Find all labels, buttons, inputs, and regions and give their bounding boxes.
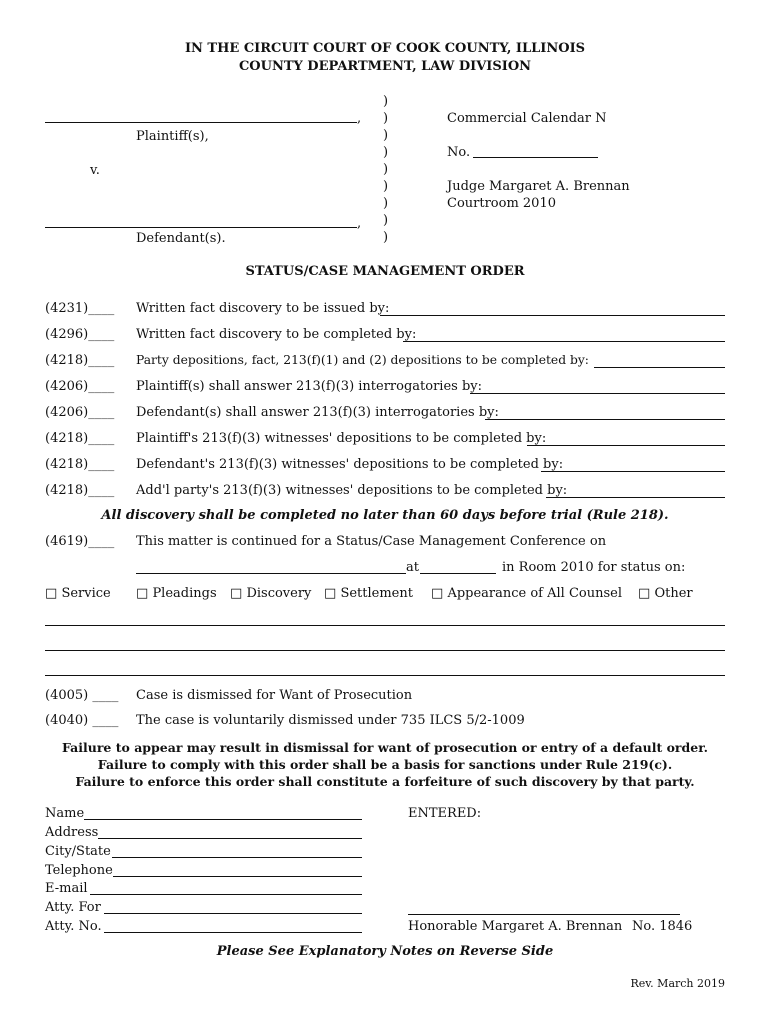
attorney-city-field[interactable]: [112, 857, 362, 858]
warning-line-3: Failure to enforce this order shall constitute a forfeiture of such discovery by that party.: [75, 774, 695, 789]
discovery-deadline-notice: All discovery shall be completed no later than 60 days before trial (Rule 218).: [101, 508, 669, 523]
attorney-name-field[interactable]: [84, 819, 362, 820]
calendar-label: Commercial Calendar N: [447, 111, 607, 126]
checkbox-icon[interactable]: □: [638, 586, 651, 601]
notes-line[interactable]: [45, 675, 725, 676]
checkbox-label: Other: [654, 586, 693, 601]
checkbox-other[interactable]: [638, 586, 693, 601]
order-code[interactable]: (4206)____: [45, 379, 115, 394]
order-code[interactable]: (4231)____: [45, 301, 115, 316]
checkbox-label: Service: [61, 586, 111, 601]
defendant-comma: ,: [357, 216, 362, 231]
revision-date: Rev. March 2019: [630, 977, 725, 990]
order-text: Add'l party's 213(f)(3) witnesses' depositions to be completed by:: [136, 483, 568, 498]
attorney-name-label: Name: [45, 806, 85, 821]
versus-label: v.: [90, 163, 100, 178]
checkbox-settlement[interactable]: [324, 586, 413, 601]
order-text: Written fact discovery to be completed by:: [136, 327, 417, 342]
order-code[interactable]: (4218)____: [45, 431, 115, 446]
notes-line[interactable]: [45, 650, 725, 651]
attorney-address-label: Address: [45, 825, 99, 840]
paren: ): [383, 145, 389, 160]
checkbox-discovery[interactable]: [230, 586, 311, 601]
order-date-line[interactable]: [485, 419, 725, 420]
order-text: Defendant's 213(f)(3) witnesses' depositions to be completed by:: [136, 457, 564, 472]
courtroom-label: Courtroom 2010: [447, 196, 556, 211]
attorney-email-label: E-mail: [45, 881, 88, 896]
plaintiff-name-line[interactable]: [45, 122, 357, 123]
dismissal-text: The case is voluntarily dismissed under 735 ILCS 5/2-1009: [136, 713, 525, 728]
paren: ): [383, 196, 389, 211]
defendant-name-line[interactable]: [45, 227, 357, 228]
notes-line[interactable]: [45, 625, 725, 626]
checkbox-label: Settlement: [340, 586, 413, 601]
checkbox-icon[interactable]: □: [45, 586, 58, 601]
attorney-number-label: Atty. No.: [45, 919, 102, 934]
checkbox-pleadings[interactable]: [136, 586, 217, 601]
order-code[interactable]: (4218)____: [45, 483, 115, 498]
case-number-line[interactable]: [473, 157, 598, 158]
order-title: STATUS/CASE MANAGEMENT ORDER: [245, 264, 525, 279]
order-text: Plaintiff(s) shall answer 213(f)(3) interrogatories by:: [136, 379, 483, 394]
order-code[interactable]: (4296)____: [45, 327, 115, 342]
judge-signature-line[interactable]: [408, 914, 680, 915]
plaintiff-comma: ,: [357, 111, 362, 126]
order-code[interactable]: (4218)____: [45, 353, 115, 368]
warning-line-2: Failure to comply with this order shall be a basis for sanctions under Rule 219(c).: [97, 757, 673, 772]
order-date-line[interactable]: [380, 315, 725, 316]
continuance-room-text: in Room 2010 for status on:: [502, 560, 686, 575]
dismissal-code[interactable]: (4005) ____: [45, 688, 119, 703]
order-date-line[interactable]: [527, 445, 725, 446]
court-header-line1: IN THE CIRCUIT COURT OF COOK COUNTY, ILLINOIS: [184, 41, 586, 56]
checkbox-icon[interactable]: □: [136, 586, 149, 601]
order-date-line[interactable]: [594, 367, 725, 368]
judge-signature-number: No. 1846: [632, 919, 693, 934]
checkbox-appearance[interactable]: [431, 586, 622, 601]
dismissal-code[interactable]: (4040) ____: [45, 713, 119, 728]
checkbox-icon[interactable]: □: [431, 586, 444, 601]
attorney-telephone-field[interactable]: [113, 876, 362, 877]
dismissal-text: Case is dismissed for Want of Prosecution: [136, 688, 413, 703]
paren: ): [383, 111, 389, 126]
checkbox-icon[interactable]: □: [324, 586, 337, 601]
order-code[interactable]: (4206)____: [45, 405, 115, 420]
continuance-date-line[interactable]: [136, 573, 406, 574]
continuance-code[interactable]: (4619)____: [45, 534, 115, 549]
order-text: Party depositions, fact, 213(f)(1) and (2) depositions to be completed by:: [136, 353, 589, 367]
order-text: Plaintiff's 213(f)(3) witnesses' depositions to be completed by:: [136, 431, 547, 446]
paren: ): [383, 94, 389, 109]
plaintiff-label: Plaintiff(s),: [136, 129, 209, 144]
paren: ): [383, 179, 389, 194]
order-date-line[interactable]: [470, 393, 725, 394]
reverse-side-note: Please See Explanatory Notes on Reverse Side: [216, 944, 554, 959]
order-date-line[interactable]: [541, 471, 725, 472]
defendant-label: Defendant(s).: [136, 231, 226, 246]
attorney-for-label: Atty. For: [45, 900, 101, 915]
paren: ): [383, 162, 389, 177]
attorney-email-field[interactable]: [90, 894, 362, 895]
judge-label: Judge Margaret A. Brennan: [447, 179, 630, 194]
warning-line-1: Failure to appear may result in dismissal for want of prosecution or entry of a default order.: [61, 740, 709, 755]
order-date-line[interactable]: [546, 497, 725, 498]
checkbox-service[interactable]: [45, 586, 111, 601]
entered-label: ENTERED:: [408, 806, 482, 821]
paren: ): [383, 230, 389, 245]
continuance-text: This matter is continued for a Status/Case Management Conference on: [136, 534, 607, 549]
order-text: Written fact discovery to be issued by:: [136, 301, 390, 316]
attorney-city-label: City/State: [45, 844, 111, 859]
judge-signature-name: Honorable Margaret A. Brennan: [408, 919, 623, 934]
order-text: Defendant(s) shall answer 213(f)(3) interrogatories by:: [136, 405, 499, 420]
continuance-at-label: at: [406, 560, 419, 575]
paren: ): [383, 213, 389, 228]
attorney-address-field[interactable]: [98, 838, 362, 839]
court-header-line2: COUNTY DEPARTMENT, LAW DIVISION: [238, 59, 532, 74]
paren: ): [383, 128, 389, 143]
continuance-time-line[interactable]: [420, 573, 496, 574]
attorney-for-field[interactable]: [104, 913, 362, 914]
checkbox-icon[interactable]: □: [230, 586, 243, 601]
checkbox-label: Discovery: [246, 586, 312, 601]
case-number-label: No.: [447, 145, 471, 160]
order-date-line[interactable]: [403, 341, 725, 342]
order-code[interactable]: (4218)____: [45, 457, 115, 472]
attorney-telephone-label: Telephone: [45, 863, 113, 878]
checkbox-label: Pleadings: [152, 586, 217, 601]
checkbox-label: Appearance of All Counsel: [447, 586, 623, 601]
attorney-number-field[interactable]: [104, 932, 362, 933]
